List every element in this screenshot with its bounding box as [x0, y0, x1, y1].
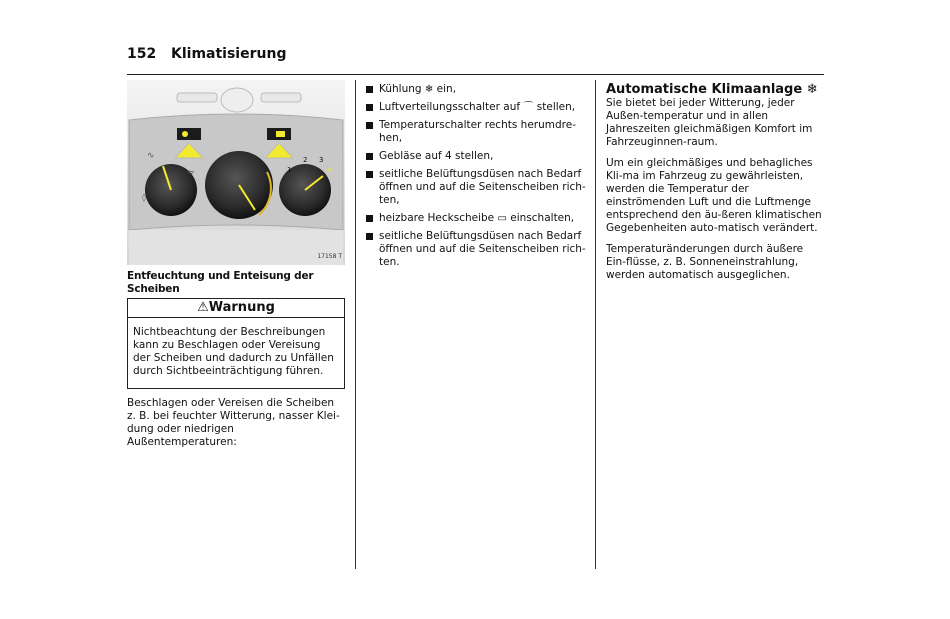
column-divider	[595, 80, 596, 569]
list-item	[366, 212, 586, 225]
step-text: heizbare Heckscheibe	[379, 212, 495, 224]
list-item	[366, 119, 586, 145]
column-divider	[355, 80, 356, 569]
snowflake-icon: ❄	[806, 82, 818, 97]
right-column	[606, 83, 826, 290]
step-text: Temperaturschalter rechts herumdre-hen,	[379, 119, 576, 144]
step-text: einschalten,	[510, 212, 575, 224]
intro-paragraph: Beschlagen oder Vereisen die Scheiben z. B. bei feuchter Witterung, nasser Klei-dung oder niedrigen Außentemperaturen:	[127, 397, 340, 448]
paragraph: Um ein gleichmäßiges und behagliches Kli-ma im Fahrzeug zu gewährleisten, werden die Temperatur der einströmenden Luft und die Luftmenge entsprechend den äu-ßeren klimatischen Gegebenheiten auto-matisch verändert.	[606, 157, 822, 234]
step-text: stellen,	[536, 101, 576, 113]
warning-triangle-icon: ⚠	[197, 300, 209, 315]
warning-text: Nichtbeachtung der Beschreibungen kann zu Beschlagen oder Vereisung der Scheiben und dadurch zu Unfällen durch Sichtbeeinträchtigung führen.	[133, 326, 334, 377]
figure-code: 17158 T	[317, 253, 342, 260]
rear-window-heating-icon: ▭	[497, 213, 507, 224]
section-title-text: Automatische Klimaanlage	[606, 82, 803, 97]
paragraph: Sie bietet bei jeder Witterung, jeder Außen-temperatur und in allen Jahreszeiten gleichmäßigen Komfort im Fahrzeuginnen-raum.	[606, 97, 813, 148]
svg-text:≈: ≈	[187, 168, 195, 178]
svg-text:1: 1	[287, 166, 292, 174]
step-text: Kühlung	[379, 83, 422, 95]
steps-column	[366, 83, 586, 274]
snowflake-icon: ❄	[424, 84, 434, 95]
windscreen-air-icon: ⌒	[523, 102, 534, 113]
climate-panel-illustration	[127, 80, 345, 265]
page-title: Klimatisierung	[171, 46, 287, 62]
svg-text:∿: ∿	[147, 151, 155, 161]
step-text: Gebläse auf 4 stellen,	[379, 150, 494, 162]
warning-title: Warnung	[208, 300, 275, 315]
left-column	[127, 80, 345, 449]
page-header	[127, 46, 824, 75]
page-number: 152	[127, 46, 157, 62]
svg-text:2: 2	[303, 156, 308, 164]
bullet-square	[366, 122, 373, 129]
list-item	[366, 101, 586, 114]
step-text: seitliche Belüftungsdüsen nach Bedarf öffnen und auf die Seitenscheiben rich-ten,	[379, 168, 586, 206]
bullet-square	[366, 104, 373, 111]
list-item	[366, 168, 586, 207]
list-item	[366, 230, 586, 269]
step-text: Luftverteilungsschalter auf	[379, 101, 521, 113]
bullet-square	[366, 153, 373, 160]
svg-text:3: 3	[319, 156, 324, 164]
bullet-square	[366, 86, 373, 93]
svg-text:◊: ◊	[142, 193, 146, 202]
warning-box	[127, 298, 345, 389]
paragraph: Temperaturänderungen durch äußere Ein-flüsse, z. B. Sonneneinstrahlung, werden automatisch ausgeglichen.	[606, 243, 804, 281]
climate-control-figure	[127, 80, 345, 265]
section-subheading: Entfeuchtung und Enteisung der Scheiben	[127, 270, 314, 295]
step-text: ein,	[436, 83, 457, 95]
list-item	[366, 150, 586, 163]
bullet-square	[366, 215, 373, 222]
svg-text:4: 4	[327, 166, 332, 174]
bullet-square	[366, 171, 373, 178]
warning-header	[128, 299, 344, 318]
bullet-square	[366, 233, 373, 240]
section-title	[606, 83, 826, 96]
step-text: seitliche Belüftungsdüsen nach Bedarf öffnen und auf die Seitenscheiben rich-ten.	[379, 230, 586, 268]
list-item	[366, 83, 586, 96]
